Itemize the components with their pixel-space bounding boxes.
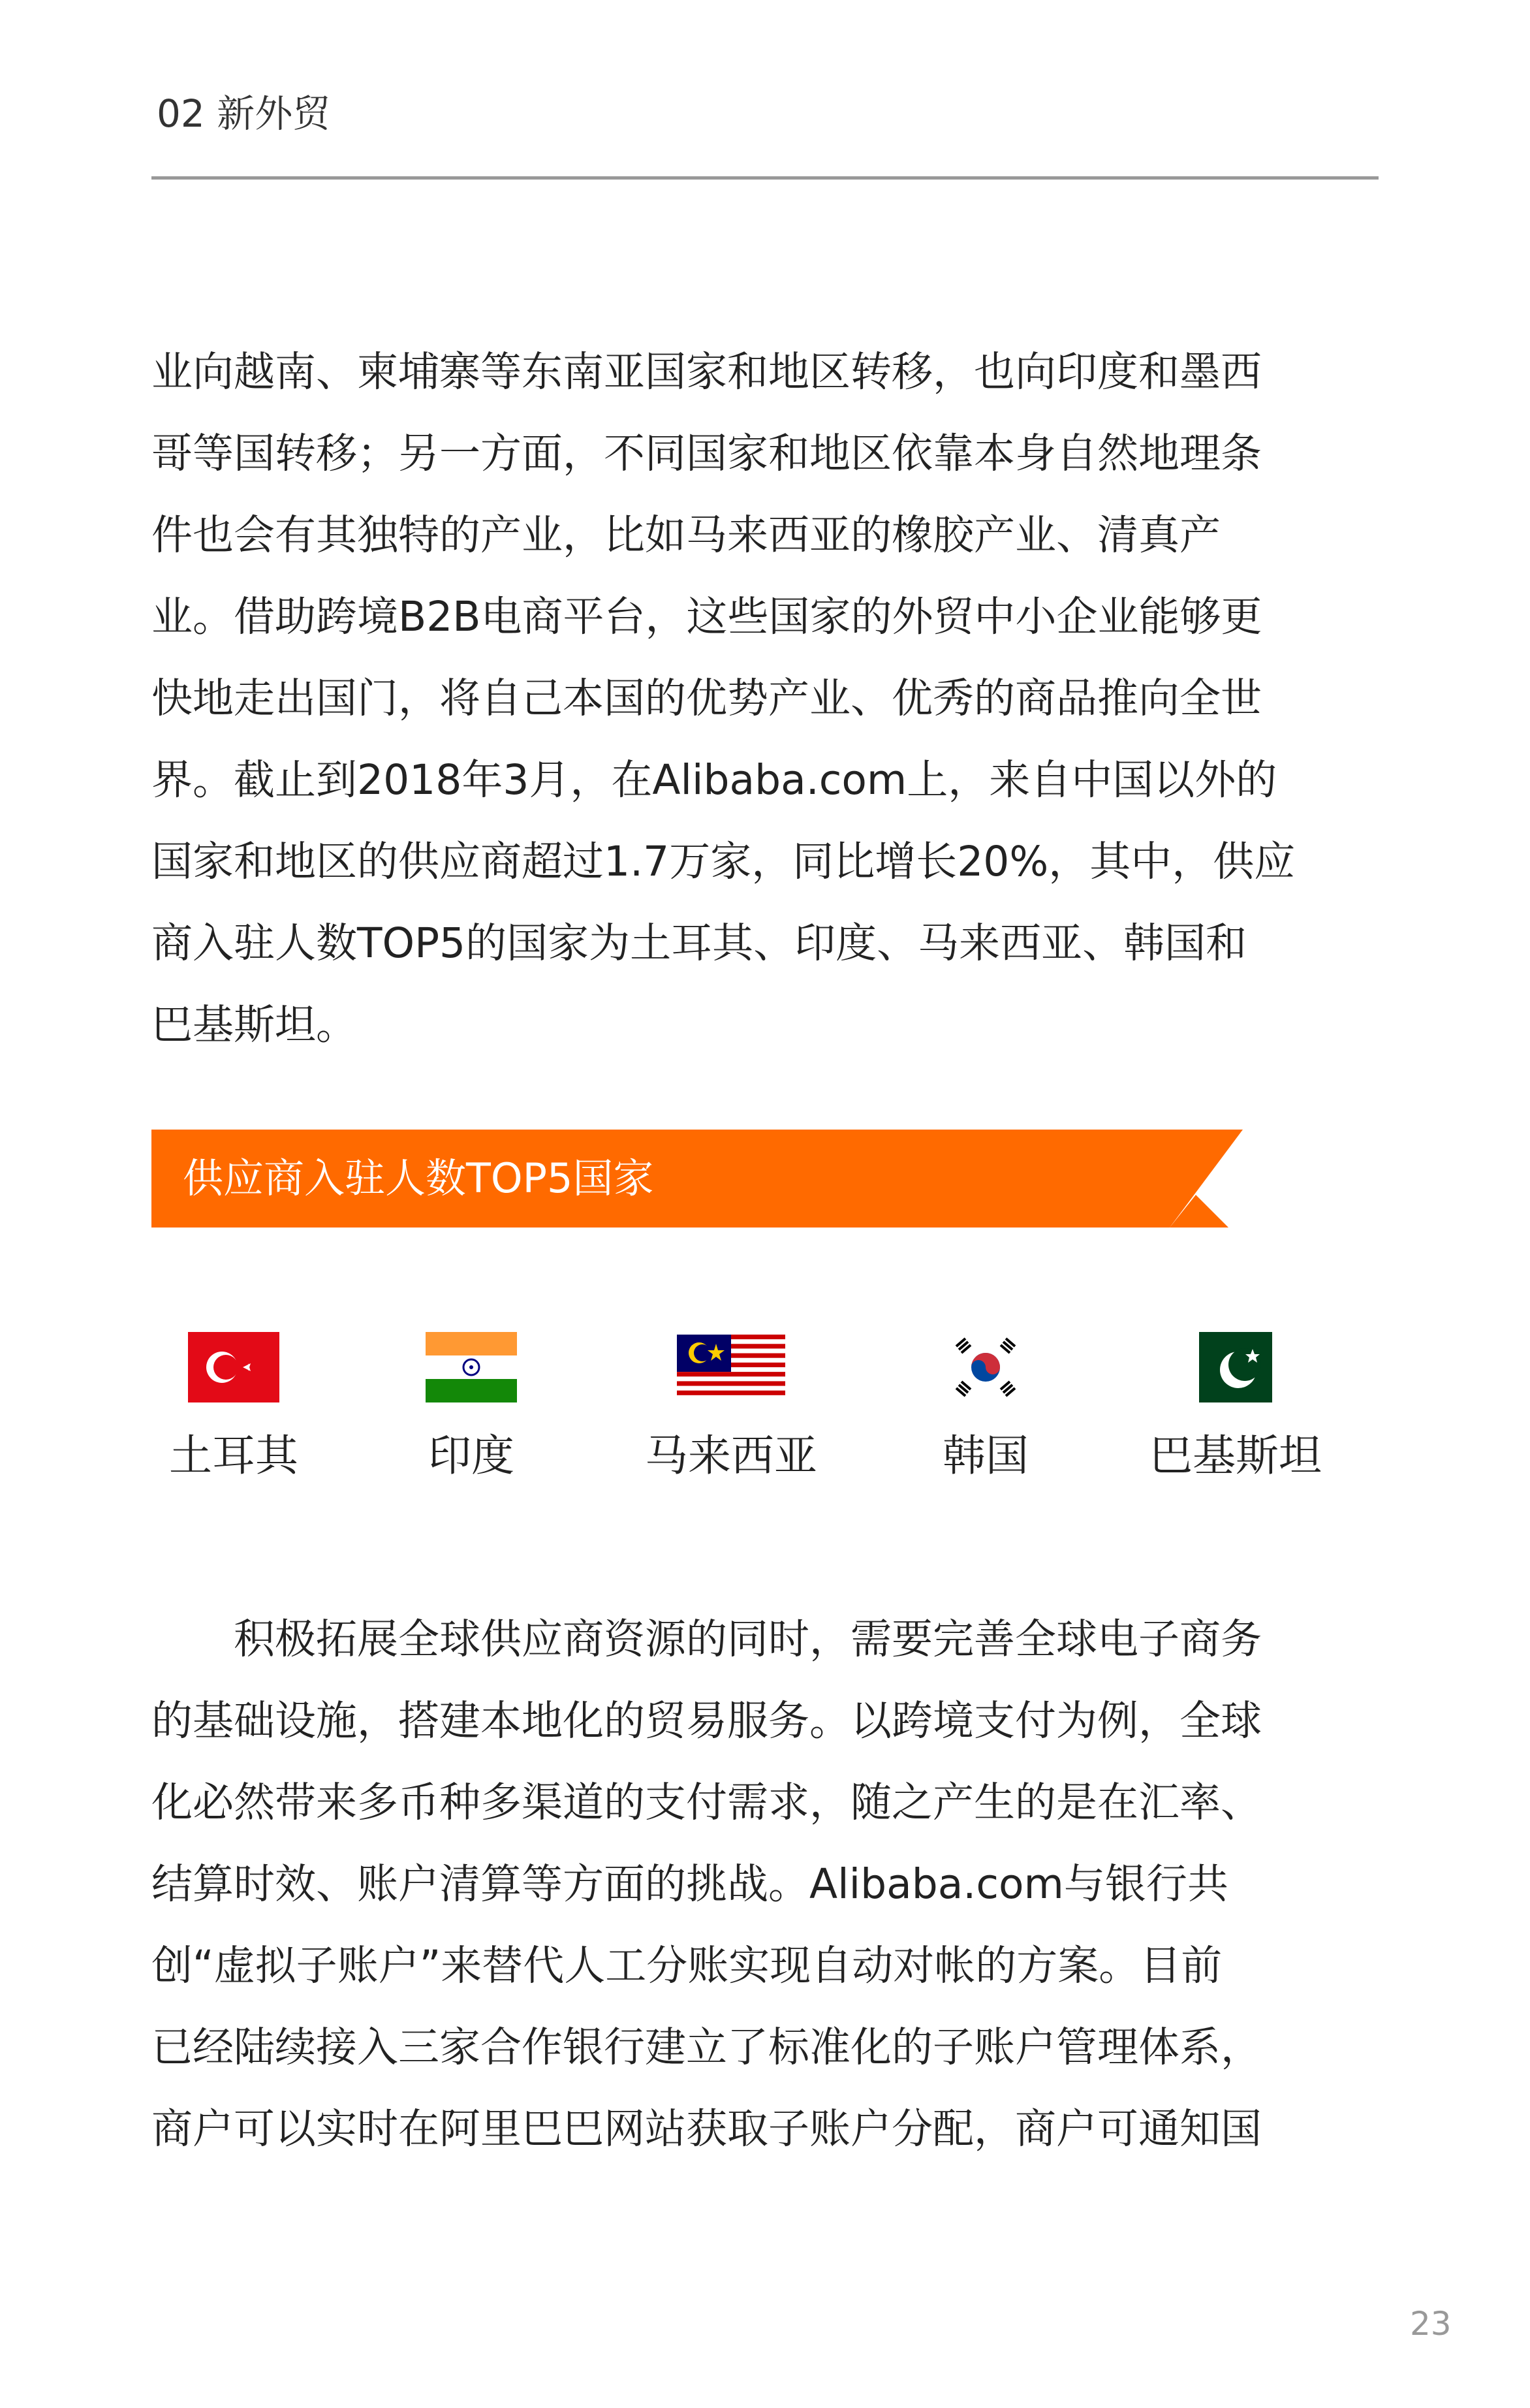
south-korea-flag-icon (943, 1332, 1028, 1402)
paragraph-line: 已经陆续接入三家合作银行建立了标准化的子账户管理体系， (151, 2023, 1262, 2071)
section-title: 02 新外贸 (157, 91, 331, 136)
paragraph-line: 快地走出国门，将自己本国的优势产业、优秀的商品推向全世 (151, 674, 1262, 722)
paragraph-line: 商户可以实时在阿里巴巴网站获取子账户分配，商户可通知国 (151, 2105, 1262, 2153)
paragraph-line: 的基础设施，搭建本地化的贸易服务。以跨境支付为例，全球 (151, 1697, 1262, 1745)
body-paragraph-2 (151, 1598, 1392, 2170)
paragraph-line: 业向越南、柬埔寨等东南亚国家和地区转移，也向印度和墨西 (151, 348, 1262, 396)
country-south-korea (868, 1332, 1103, 1481)
paragraph-line: 巴基斯坦。 (151, 1001, 357, 1049)
paragraph-line: 哥等国转移；另一方面，不同国家和地区依靠本身自然地理条 (151, 430, 1262, 477)
country-name: 马来西亚 (645, 1431, 817, 1481)
page-number: 23 (1410, 2305, 1452, 2343)
country-india (354, 1332, 589, 1481)
country-name: 韩国 (943, 1431, 1029, 1481)
paragraph-line: 件也会有其独特的产业，比如马来西亚的橡胶产业、清真产 (151, 511, 1221, 559)
body-paragraph-1 (151, 331, 1392, 1066)
paragraph-line: 创“虚拟子账户”来替代人工分账实现自动对帐的方案。目前 (151, 1942, 1223, 1989)
country-name: 土耳其 (169, 1431, 298, 1481)
paragraph-line: 积极拓展全球供应商资源的同时，需要完善全球电子商务 (151, 1615, 1262, 1663)
paragraph-line: 化必然带来多币种多渠道的支付需求，随之产生的是在汇率、 (151, 1779, 1262, 1826)
country-name: 印度 (428, 1431, 514, 1481)
country-turkey (116, 1332, 351, 1481)
paragraph-line: 国家和地区的供应商超过1.7万家，同比增长20%，其中，供应 (151, 838, 1296, 885)
country-pakistan (1118, 1332, 1353, 1481)
turkey-flag-icon (188, 1332, 279, 1402)
india-flag-icon (426, 1332, 517, 1402)
banner-title: 供应商入驻人数TOP5国家 (183, 1154, 654, 1202)
country-malaysia (614, 1332, 849, 1481)
section-banner (151, 1130, 1248, 1228)
paragraph-line: 结算时效、账户清算等方面的挑战。Alibaba.com与银行共 (151, 1860, 1228, 1908)
paragraph-line: 界。截止到2018年3月，在Alibaba.com上，来自中国以外的 (151, 756, 1277, 804)
paragraph-line: 业。借助跨境B2B电商平台，这些国家的外贸中小企业能够更 (151, 593, 1262, 641)
header-divider (151, 176, 1379, 180)
malaysia-flag-icon (677, 1332, 785, 1402)
country-name: 巴基斯坦 (1149, 1431, 1322, 1481)
paragraph-line: 商入驻人数TOP5的国家为土耳其、印度、马来西亚、韩国和 (151, 919, 1247, 967)
pakistan-flag-icon (1199, 1332, 1272, 1402)
